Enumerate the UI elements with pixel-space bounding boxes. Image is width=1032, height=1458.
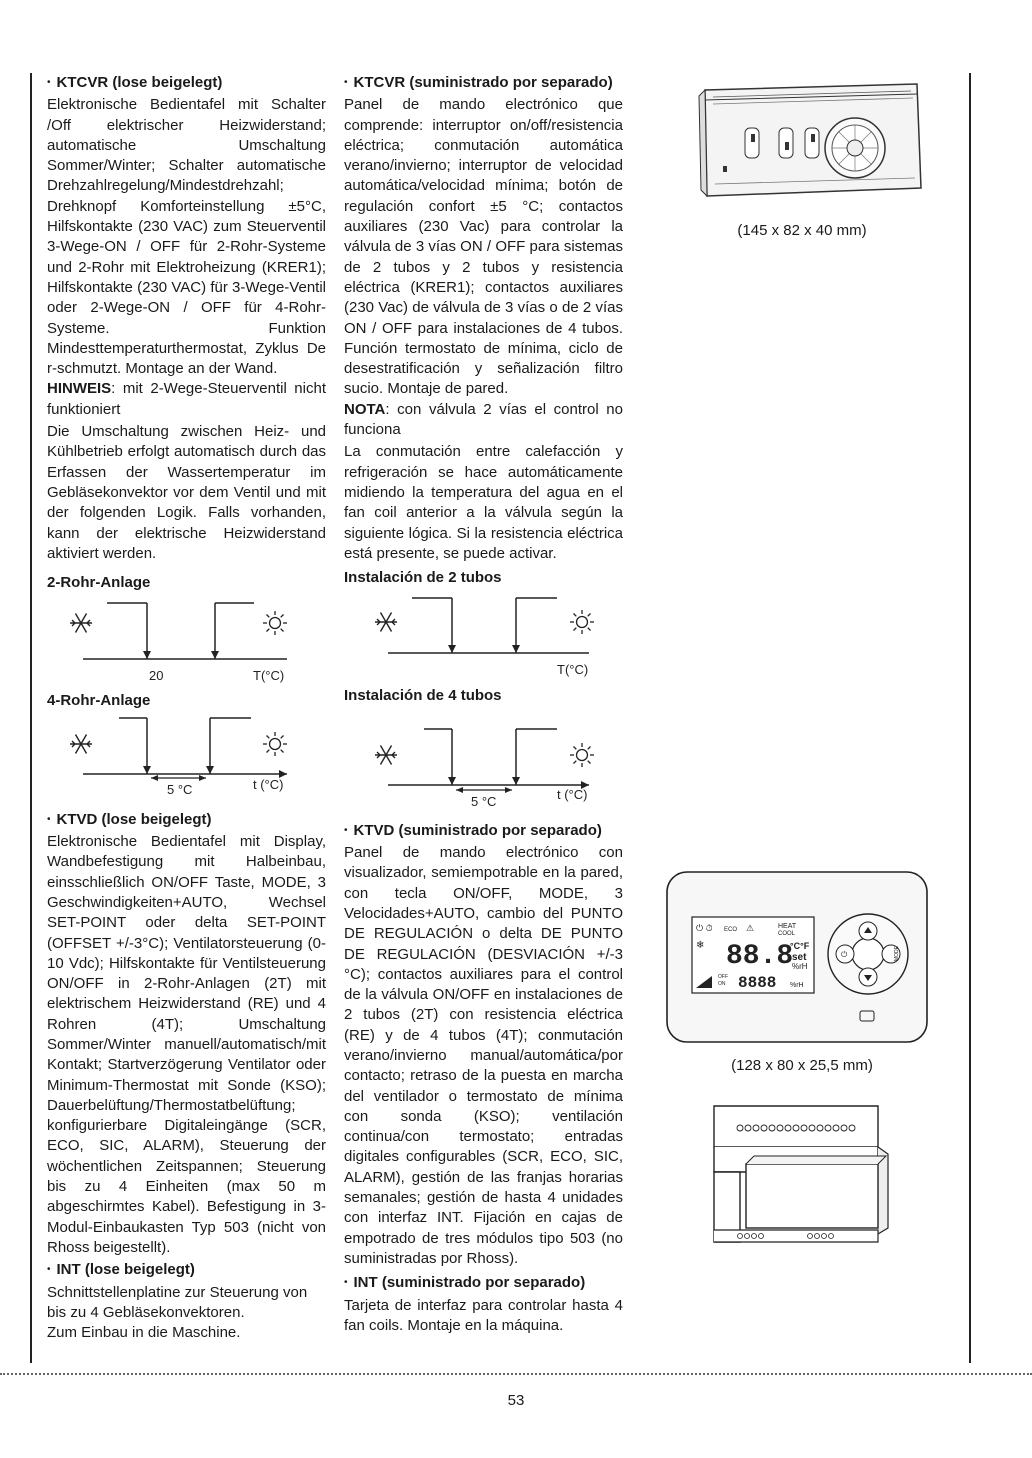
ktcvr-heading-de: • KTCVR (lose beigelegt) [47, 74, 223, 91]
ktvd-description-es: Panel de mando electrónico con visualizador, semiempotrable en la pared, con tecla ON/OFF, MODE, 3 Velocidades+AUTO, cambio del PUNTO DE REGULACIÓN o delta DE PUNTO DE REGULACIÓN (DESVIACIÓN +/-3 °C); contactos auxiliares para el control de la válvula ON/OFF en instalaciones de 2 tubos (2T) con resistencia eléctrica (RE) y de 4 tubos (4T); conmutación verano/invierno manual/automática/por contacto; retraso de la puesta en marcha del ventilador o termostato de mínima con sonda (KSO); ventilación continua/con termostato; entradas digitales configurables (SCR, ECO, SIC, ALARM), gestión de las franjas horarias semanales; gestión de hasta 4 unidades con interfaz INT. Fijación en cajas de empotrado de tres módulos tipo 503 (no suministradas por Rhoss). [344, 844, 623, 1267]
sun-icon [263, 732, 287, 756]
diagram-2pipe-tick-label: 20 [149, 668, 164, 684]
lcd-off-label: OFF [718, 974, 728, 980]
diagram-4pipe-de [47, 714, 326, 810]
diagram-4pipe-title-de: 4-Rohr-Anlage [47, 692, 151, 710]
diagram-4pipe-delta-label-de: 5 °C [167, 781, 193, 797]
lcd-unit-label: °C°F [790, 941, 810, 951]
page-number: 53 [507, 1392, 525, 1409]
lcd-eco-label: ECO [724, 927, 738, 933]
column-spanish [344, 73, 623, 1336]
nota-note: NOTA: con válvula 2 vías el control no funciona [344, 400, 623, 439]
sun-icon [263, 611, 287, 635]
ktvd-heading-de: • KTVD (lose beigelegt) [47, 810, 212, 828]
diagram-2pipe-axis-label-de: T(°C) [253, 668, 285, 684]
snowflake-icon [375, 745, 397, 764]
int-description-es: Tarjeta de interfaz para controlar hasta 4 fan coils. Montaje en la máquina. [344, 1296, 623, 1334]
int-board-image [710, 1102, 892, 1247]
int-heading-es: • INT (suministrado por separado) [344, 1274, 586, 1292]
diagram-4pipe-es [344, 709, 623, 821]
diagram-2pipe-title-de: 2-Rohr-Anlage [47, 574, 151, 592]
diagram-2pipe-title-es: Instalación de 2 tubos [344, 569, 502, 587]
sun-icon [570, 610, 594, 634]
frame-line-right [969, 73, 971, 1363]
column-german [47, 73, 326, 1343]
frame-line-left [30, 73, 32, 1363]
ktcvr-device-image [695, 76, 925, 201]
snowflake-icon [375, 613, 397, 632]
diagram-4pipe-axis-label-es: t (°C) [557, 786, 588, 802]
diagram-2pipe-axis-label-es: T(°C) [557, 662, 589, 678]
hinweis-note: HINWEIS: mit 2-Wege-Steuerventil nicht funktioniert [47, 380, 326, 418]
ktcvr-dimensions-caption: (145 x 82 x 40 mm) [737, 222, 867, 239]
snowflake-icon [70, 614, 92, 633]
int-heading-de: • INT (lose beigelegt) [47, 1261, 195, 1279]
mode-button-label: MODE [894, 946, 900, 961]
lcd-heat-label: HEAT [778, 923, 797, 930]
footer-dotted-divider [0, 1373, 1032, 1375]
snowflake-icon [70, 734, 92, 753]
diagram-4pipe-axis-label-de: t (°C) [253, 776, 284, 792]
lcd-cool-label: COOL [778, 931, 796, 937]
lcd-rh-small-label: %rH [790, 982, 804, 989]
ktcvr-heading-es: • KTCVR (suministrado por separado) [344, 74, 613, 91]
diagram-2pipe-de [47, 595, 326, 687]
svg-text:❄: ❄ [696, 940, 705, 951]
ktcvr-description-de: Elektronische Bedientafel mit Schalter /Off elektrischer Heizwiderstand; automatische Umschaltung Sommer/Winter; Schalter automatische Drehzahlregelung/Mindestdrehzahl; Drehknopf Komforteinstellung ±5°C, Hilfskontakte (230 VAC) zum Steuerventil 3-Wege-ON / OFF für 2-Rohr-Systeme und 2-Rohr mit Elektroheizung (KRER1); Hilfskontakte (230 VAC) für 3-Wege-Ventil oder 2-Wege-ON / OFF für 4-Rohr-Systeme. Funktion Mindesttemperaturthermostat, Zyklus De r-schmutzt. Montage an der Wand. [47, 96, 326, 378]
switchover-text-es: La conmutación entre calefacción y refrigeración se hace automáticamente midiendo la temperatura del agua en el fan coil anterior a la válvula según la siguiente lógica. Si la resistencia eléctrica está presente, se puede activar. [344, 443, 623, 562]
int-description-de-1: Schnittstellenplatine zur Steuerung von bis zu 4 Gebläsekonvektoren. [47, 1283, 308, 1321]
ktvd-device-image [666, 871, 928, 1043]
lcd-set-label: set [792, 952, 807, 963]
diagram-4pipe-delta-label-es: 5 °C [471, 793, 497, 809]
switchover-text-de: Die Umschaltung zwischen Heiz- und Kühlbetrieb erfolgt automatisch durch das Erfassen der Wassertemperatur im Gebläsekonvektor vor dem Ventil und mit der folgenden Logik. Falls vorhanden, kann der elektrische Heizwiderstand aktiviert werden. [47, 423, 326, 562]
int-description-de-2: Zum Einbau in die Maschine. [47, 1324, 241, 1342]
svg-text:⏻ ⏱: ⏻ ⏱ [696, 923, 713, 933]
lcd-rh-label: %rH [792, 962, 808, 971]
lcd-small-digits: 8888 [738, 974, 777, 992]
ktvd-description-de: Elektronische Bedientafel mit Display, Wandbefestigung mit Halbeinbau, einsschließlich ON/OFF Taste, MODE, 3 Geschwindigkeiten+AUTO, Wechsel SET-POINT oder delta SET-POINT (OFFSET +/-3°C); Ventilatorsteuerung (0-10 Vdc); Hilfskontakte für Ventilsteuerung ON/OFF in 2-Rohr-Anlagen (2T) mit elektrischem Heizwiderstand (RE) und 4 Rohren (4T); Umschaltung Sommer/Winter manuell/automatisch/mit Kontakt; Startverzögerung Ventilator oder Minimum-Thermostat mit Sonde (KSO); Dauerbelüftung/Thermostatbelüftung; konfigurierbare Digitaleingänge (SCR, ECO, SIC, ALARM), Steuerung der wöchentlichen Zeitspannen; Steuerung bis zu 4 Einheiten (max 50 m abgeschirmtes Kabel). Befestigung in 3-Modul-Einbaukasten Typ 503 (nicht von Rhoss beigestellt). [47, 833, 326, 1256]
ktvd-dimensions-caption: (128 x 80 x 25,5 mm) [731, 1057, 873, 1074]
svg-text:⏻: ⏻ [841, 950, 848, 959]
diagram-4pipe-title-es: Instalación de 4 tubos [344, 687, 502, 705]
lcd-main-digits: 88.8 [726, 941, 794, 972]
svg-text:⚠: ⚠ [746, 923, 755, 933]
ktvd-heading-es: • KTVD (suministrado por separado) [344, 821, 602, 839]
sun-icon [570, 743, 594, 767]
lcd-on-label: ON [718, 981, 726, 987]
ktcvr-description-es: Panel de mando electrónico que comprende: interruptor on/off/resistencia eléctrica; conmutación automática verano/invierno; interruptor de velocidad automática/velocidad mínima; botón de regulación confort ±5 °C; contactos auxiliares (230 Vac) para controlar la válvula de 3 vías ON / OFF para sistemas de 2 tubos y 2 tubos y resistencia eléctrica (KRER1); contactos auxiliares (230 Vac) de válvula de 3 vías o de 2 vías ON / OFF para instalaciones de 4 tubos. Función termostato de mínima, ciclo de desestratificación y señalización filtro sucio. Montaje de pared. [344, 96, 623, 398]
diagram-2pipe-es [344, 590, 623, 686]
